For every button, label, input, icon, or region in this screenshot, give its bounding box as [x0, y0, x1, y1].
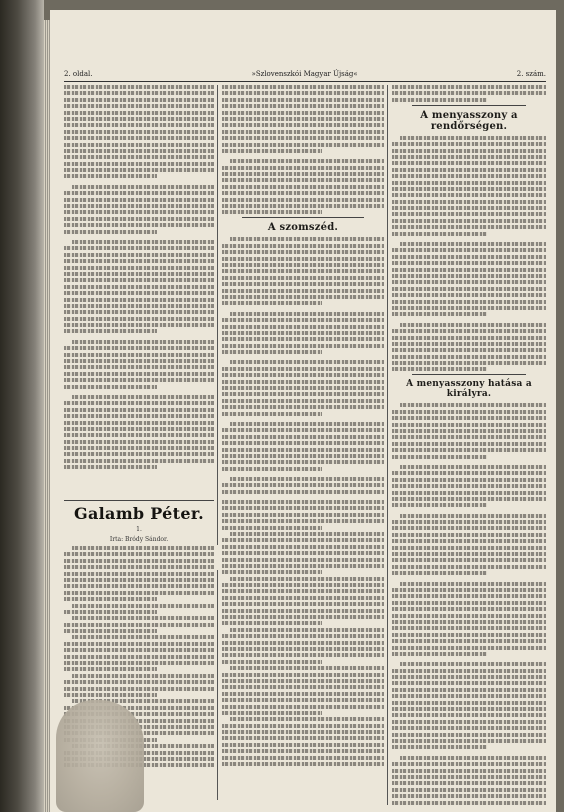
- column-divider-1: [217, 85, 218, 545]
- newspaper-page: [50, 10, 556, 812]
- hand-holding-page: [56, 700, 144, 812]
- header-rule: [64, 81, 546, 82]
- section-rule: [412, 374, 526, 375]
- section-title-menyasszony-rendorsegen: A menyasszony a rendőrségen.: [420, 109, 518, 132]
- story-continuation: [222, 500, 384, 800]
- issue-number: 2. szám.: [516, 70, 546, 78]
- column-1-text: [64, 85, 214, 495]
- page-header: [64, 68, 546, 80]
- book-binding-shadow: [0, 0, 44, 812]
- column-3-text: [392, 85, 546, 805]
- section-title-szomszed: A szomszéd.: [267, 222, 339, 234]
- story-title: Galamb Péter.: [74, 504, 204, 523]
- story-number: 1.: [136, 526, 142, 533]
- column-2-text: [222, 85, 384, 495]
- story-top-rule: [64, 500, 214, 501]
- column-divider-2: [387, 85, 388, 805]
- story-author: Irta: Bródy Sándor.: [109, 536, 169, 543]
- section-title-menyasszony-kiraly: A menyasszony hatása a királyra.: [406, 379, 532, 400]
- page-number-left: 2. oldal.: [64, 70, 93, 78]
- section-rule: [412, 105, 526, 106]
- column-divider-story: [217, 570, 218, 800]
- masthead-title: »Szlovenszkói Magyar Újság«: [251, 70, 358, 78]
- section-rule: [242, 217, 364, 218]
